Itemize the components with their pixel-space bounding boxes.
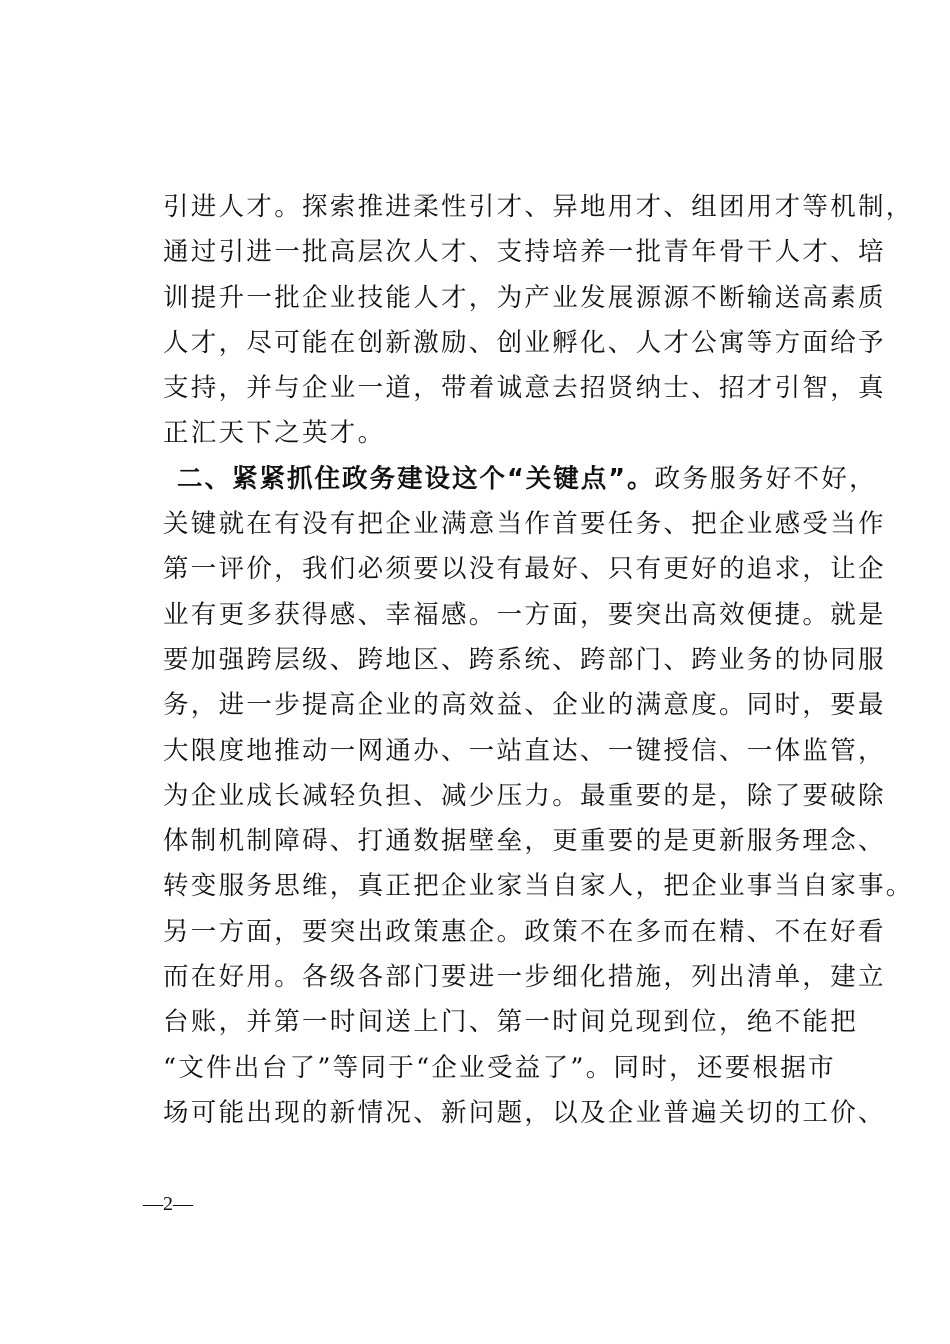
page-number: —2— [143,1193,193,1215]
paragraph-line: 引进人才。探索推进柔性引才、异地用才、组团用才等机制， [163,192,914,222]
paragraph-line: 通过引进一批高层次人才、支持培养一批青年骨干人才、培 [163,237,886,268]
section-heading-line [163,457,877,502]
section-heading: 二、紧紧抓住政务建设这个“关键点”。 [177,463,655,494]
paragraph-line: 要加强跨层级、跨地区、跨系统、跨部门、跨业务的协同服 [163,644,886,675]
paragraph-line: 支持，并与企业一道，带着诚意去招贤纳士、招才引智，真 [163,373,886,404]
paragraph-line: 关键就在有没有把企业满意当作首要任务、把企业感受当作 [163,509,886,540]
paragraph-line: 训提升一批企业技能人才，为产业发展源源不断输送高素质 [163,282,886,313]
paragraph-line: 正汇天下之英才。 [163,418,386,449]
body-text [163,185,914,1136]
paragraph-line: 而在好用。各级各部门要进一步细化措施，列出清单，建立 [163,962,886,993]
paragraph-line: 务，进一步提高企业的高效益、企业的满意度。同时，要最 [163,690,886,721]
paragraph-line: 第一评价，我们必须要以没有最好、只有更好的追求，让企 [163,554,886,585]
paragraph-line: 体制机制障碍、打通数据壁垒，更重要的是更新服务理念、 [163,826,886,857]
paragraph-line: 转变服务思维，真正把企业家当自家人，把企业事当自家事。 [163,871,914,902]
paragraph-line: 台账，并第一时间送上门、第一时间兑现到位，绝不能把 [163,1007,859,1038]
paragraph-line: 大限度地推动一网通办、一站直达、一键授信、一体监管， [163,735,886,766]
paragraph-line: 为企业成长减轻负担、减少压力。最重要的是，除了要破除 [163,780,886,811]
section-heading-tail: 政务服务好不好， [654,463,877,494]
paragraph-line: 另一方面，要突出政策惠企。政策不在多而在精、不在好看 [163,916,886,947]
paragraph-line: 场可能出现的新情况、新问题，以及企业普遍关切的工价、 [163,1097,886,1128]
paragraph-line: 人才，尽可能在创新激励、创业孵化、人才公寓等方面给予 [163,327,886,358]
paragraph-line: “文件出台了”等同于“企业受益了”。同时，还要根据市 [163,1052,836,1083]
paragraph-line: 业有更多获得感、幸福感。一方面，要突出高效便捷。就是 [163,599,886,630]
